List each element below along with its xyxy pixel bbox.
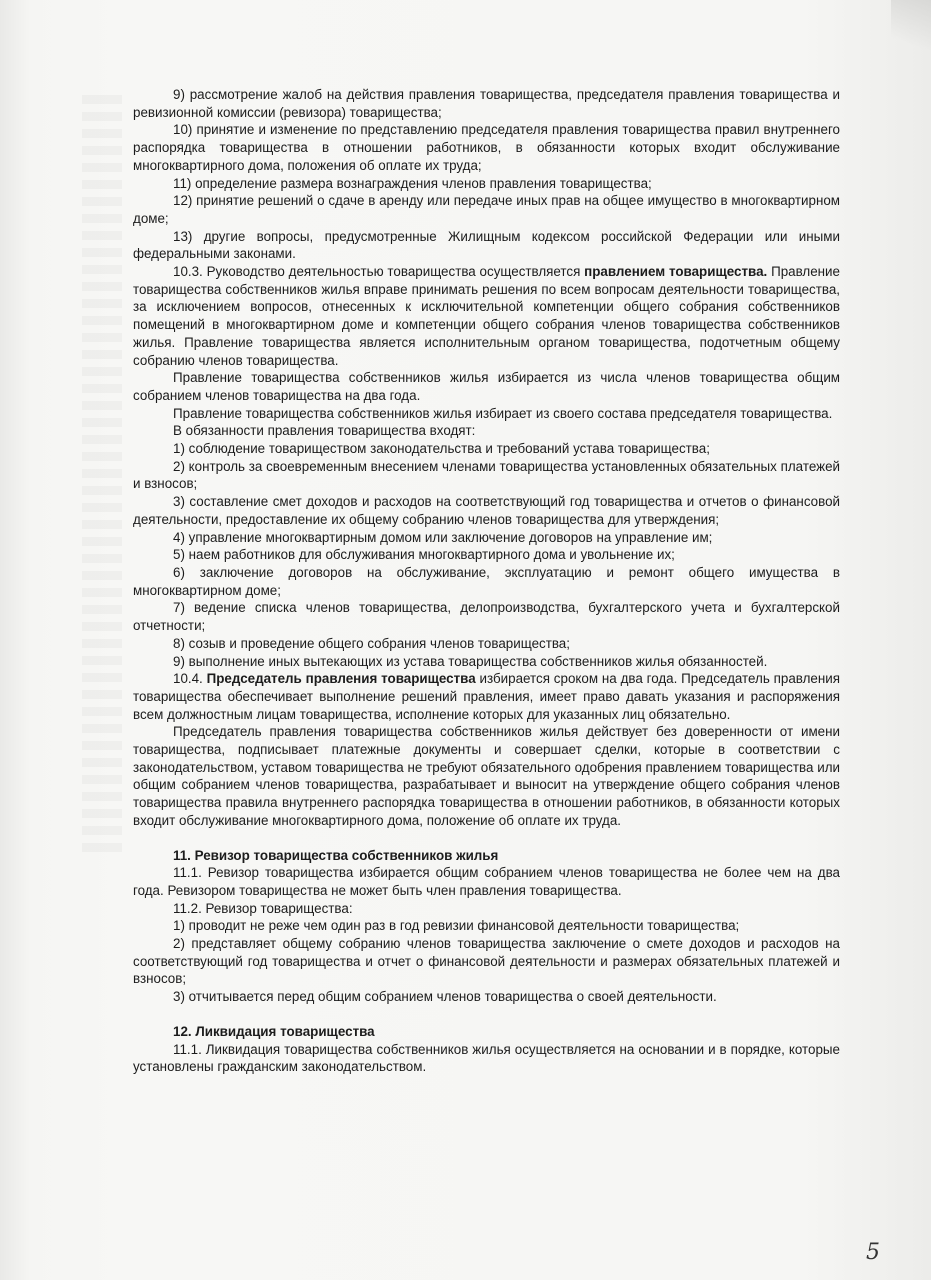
document-body	[133, 86, 840, 1076]
section-11-heading: 11. Ревизор товарищества собственников жилья	[173, 847, 499, 863]
list-item: 9) рассмотрение жалоб на действия правления товарищества, председателя правления товарищества и ревизионной комиссии (ревизора) товарищества;	[133, 87, 840, 120]
show-through-text	[82, 95, 122, 855]
paragraph-board-chair: Правление товарищества собственников жилья избирает из своего состава председателя товарищества.	[173, 405, 833, 421]
list-item: 12) принятие решений о сдаче в аренду или передаче иных прав на общее имущество в многоквартирном доме;	[133, 193, 840, 226]
list-item: 3) отчитывается перед общим собранием членов товарищества о своей деятельности.	[173, 989, 717, 1005]
clause-10-4	[133, 670, 840, 723]
clause-10-4-rest: избирается сроком на два года. Председатель правления товарищества обеспечивает выполнение решений правления, имеет право давать указания и распоряжения всем должностным лицам товарищества, исполнение которых для указанных лиц обязательно.	[133, 671, 840, 722]
clause-11-1: 11.1. Ревизор товарищества избирается общим собранием членов товарищества не более чем на два года. Ревизором товарищества не может быть член правления товарищества.	[133, 865, 840, 898]
list-item: 9) выполнение иных вытекающих из устава товарищества собственников жилья обязанностей.	[173, 653, 768, 669]
list-item: 8) созыв и проведение общего собрания членов товарищества;	[173, 635, 570, 651]
clause-12-1: 11.1. Ликвидация товарищества собственников жилья осуществляется на основании и в порядке, которые установлены гражданским законодательством.	[133, 1041, 840, 1075]
page-number: 5	[866, 1240, 880, 1265]
list-item: 2) контроль за своевременным внесением членами товарищества установленных обязательных платежей и взносов;	[133, 458, 840, 492]
page-corner-shadow	[891, 0, 931, 60]
list-item: 3) составление смет доходов и расходов на соответствующий год товарищества и отчетов о финансовой деятельности, предоставление их общему собранию членов товарищества для утверждения;	[133, 494, 840, 527]
clause-10-3-bold: правлением товарищества.	[584, 264, 768, 280]
spacer	[133, 1006, 840, 1023]
list-item: 1) соблюдение товариществом законодательства и требований устава товарищества;	[173, 441, 710, 457]
list-item: 11) определение размера вознаграждения членов правления товарищества;	[173, 175, 652, 191]
list-item: 4) управление многоквартирным домом или заключение договоров на управление им;	[173, 529, 713, 545]
section-12-heading: 12. Ликвидация товарищества	[173, 1023, 375, 1039]
list-item: 13) другие вопросы, предусмотренные Жилищным кодексом российской Федерации или иными федеральными законами.	[133, 228, 840, 262]
list-item: 6) заключение договоров на обслуживание, эксплуатацию и ремонт общего имущества в многоквартирном доме;	[133, 564, 840, 598]
clause-10-4-bold: Председатель правления товарищества	[206, 671, 476, 687]
clause-10-4-lead: 10.4.	[173, 671, 207, 687]
list-item: 7) ведение списка членов товарищества, делопроизводства, бухгалтерского учета и бухгалтерской отчетности;	[133, 600, 840, 634]
list-item: 5) наем работников для обслуживания многоквартирного дома и увольнение их;	[173, 547, 675, 563]
clause-10-3	[133, 263, 840, 369]
list-item: 1) проводит не реже чем один раз в год ревизии финансовой деятельности товарищества;	[173, 918, 740, 934]
clause-10-3-rest: Правление товарищества собственников жилья вправе принимать решения по всем вопросам деятельности товарищества, за исключением вопросов, отнесенных к исключительной компетенции общего собрания собственников помещений в многоквартирном доме и компетенции общего собрания членов товарищества собственников жилья. Правление товарищества является исполнительным органом товарищества, подотчетным общему собранию членов товарищества.	[133, 264, 840, 368]
paragraph-board-elected: Правление товарищества собственников жилья избирается из числа членов товарищества общим собранием членов товарищества на два года.	[133, 370, 840, 403]
spacer	[133, 830, 840, 847]
paragraph-duties-intro: В обязанности правления товарищества входят:	[173, 423, 476, 439]
list-item: 2) представляет общему собранию членов товарищества заключение о смете доходов и расходов на соответствующий год товарищества и отчет о финансовой деятельности и размерах обязательных платежей и взносов;	[133, 936, 840, 987]
clause-10-3-lead: 10.3. Руководство деятельностью товарищества осуществляется	[173, 264, 585, 280]
paragraph-chair-acts: Председатель правления товарищества собственников жилья действует без доверенности от имени товарищества, подписывает платежные документы и совершает сделки, которые в соответствии с законодательством, уставом товарищества не требуют обязательного одобрения правлением товарищества или общим собранием членов товарищества, разрабатывает и выносит на утверждение общего собрания членов товарищества правила внутреннего распорядка товарищества в отношении работников, в обязанности которых входит обслуживание многоквартирного дома, положение об оплате их труда.	[133, 724, 840, 828]
clause-11-2: 11.2. Ревизор товарищества:	[173, 900, 353, 916]
list-item: 10) принятие и изменение по представлению председателя правления товарищества правил внутреннего распорядка товарищества в отношении работников, в обязанности которых входит обслуживание многоквартирного дома, положения об оплате их труда;	[133, 122, 840, 173]
